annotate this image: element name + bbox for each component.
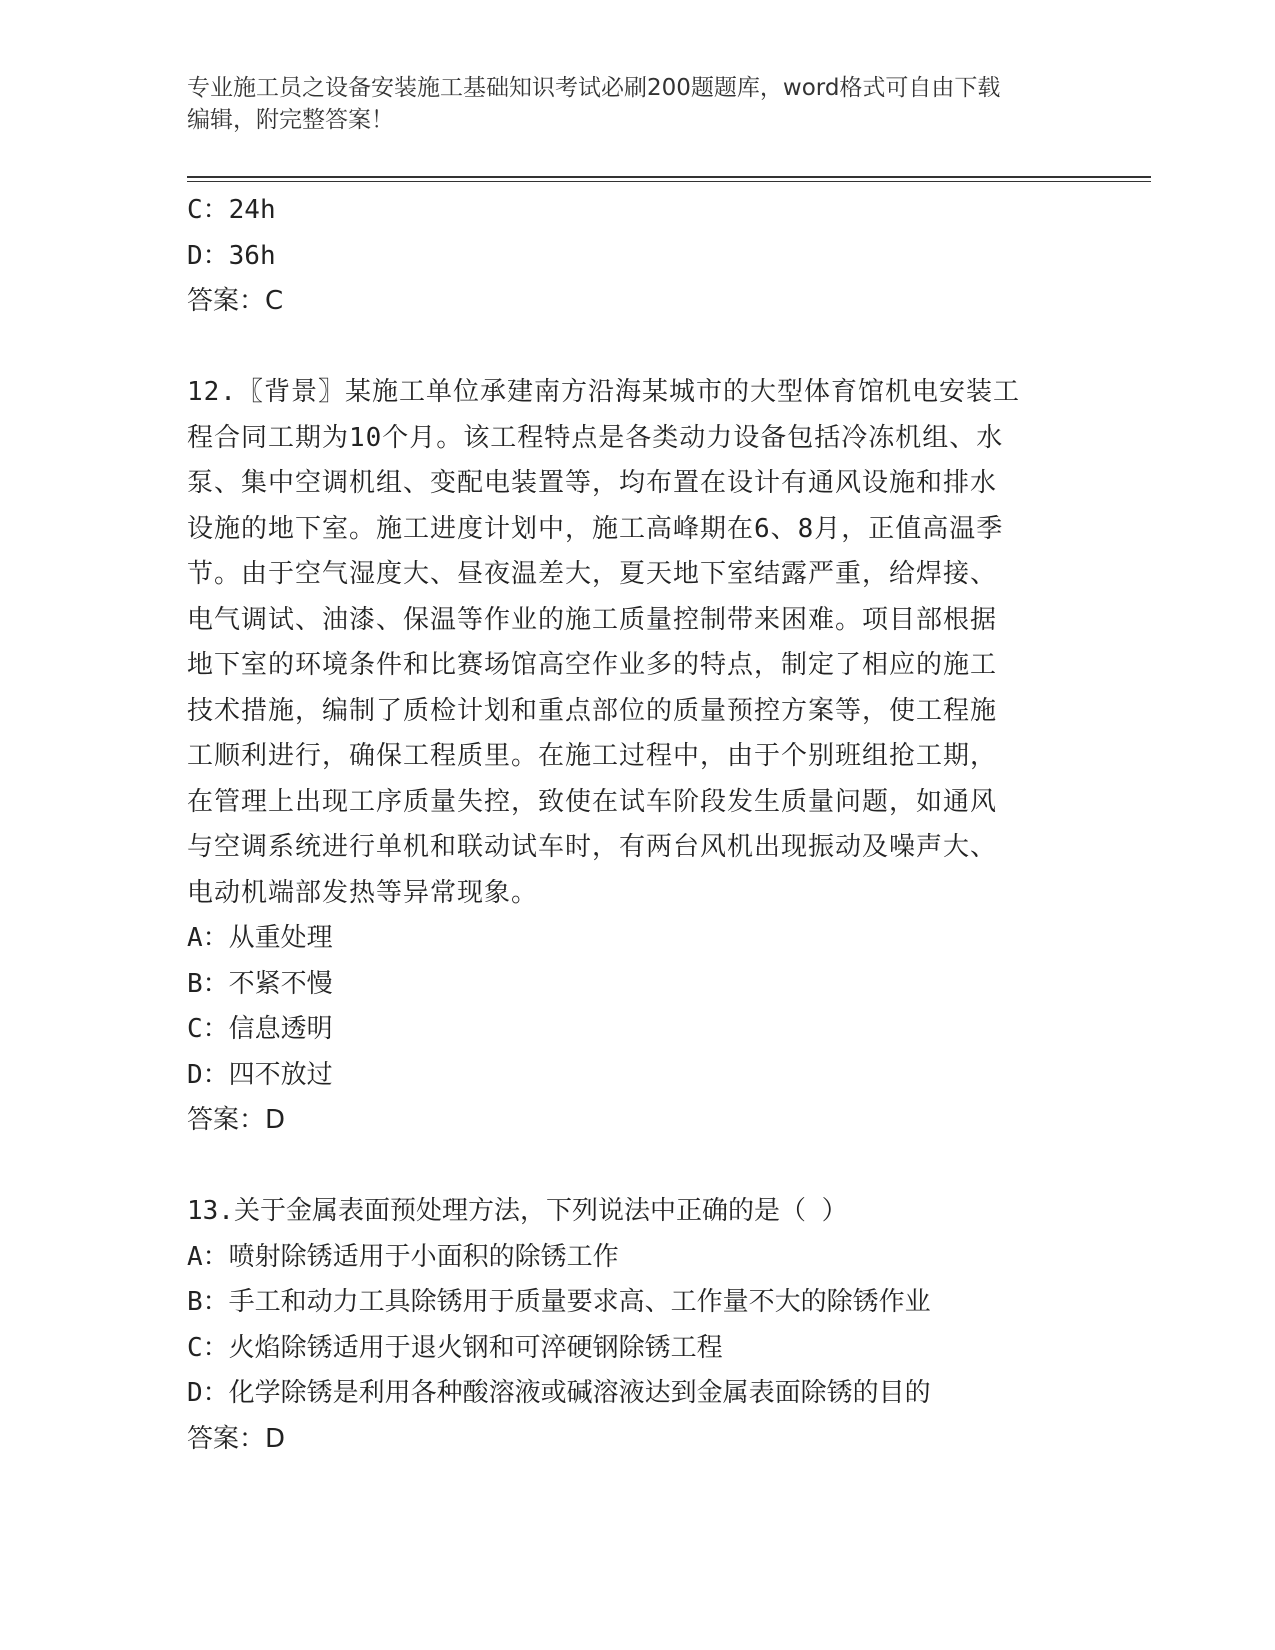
document-body: [187, 188, 1087, 1462]
question-12: [187, 370, 1087, 1144]
page-header: [187, 72, 1087, 136]
question-text-line: 节。由于空气湿度大、昼夜温差大，夏天地下室结露严重，给焊接、: [187, 559, 998, 589]
answer: 答案：D: [187, 1423, 286, 1454]
question-text-line: 设施的地下室。施工进度计划中，施工高峰期在6、8月，正值高温季: [187, 513, 1004, 544]
question-text-line: 工顺利进行，确保工程质里。在施工过程中，由于个别班组抢工期，: [187, 741, 998, 771]
question-text-line: 与空调系统进行单机和联动试车时，有两台风机出现振动及噪声大、: [187, 832, 998, 862]
spacer: [187, 1144, 1087, 1190]
question-text-line: 12.〖背景〗某施工单位承建南方沿海某城市的大型体育馆机电安装工: [187, 377, 1020, 407]
option-d: D：四不放过: [187, 1059, 333, 1090]
spacer: [187, 325, 1087, 371]
question-text-line: 电动机端部发热等异常现象。: [187, 877, 539, 908]
option-b: B：手工和动力工具除锈用于质量要求高、工作量不大的除锈作业: [187, 1287, 931, 1317]
option-c: C：24h: [187, 195, 276, 225]
option-b: B：不紧不慢: [187, 968, 333, 999]
question-text-line: 技术措施，编制了质检计划和重点部位的质量预控方案等，使工程施: [187, 695, 998, 726]
option-c: C：信息透明: [187, 1014, 333, 1044]
question-text-line: 在管理上出现工序质量失控，致使在试车阶段发生质量问题，如通风: [187, 786, 998, 817]
question-text-line: 电气调试、油漆、保温等作业的施工质量控制带来困难。项目部根据: [187, 604, 998, 635]
header-divider-thin: [187, 181, 1151, 182]
option-d: D：36h: [187, 240, 276, 271]
question-text-line: 地下室的环境条件和比赛场馆高空作业多的特点，制定了相应的施工: [187, 650, 998, 680]
question-text-line: 泵、集中空调机组、变配电装置等，均布置在设计有通风设施和排水: [187, 468, 998, 498]
question-11-tail: [187, 188, 1087, 325]
question-13: [187, 1189, 1087, 1462]
header-divider-thick: [187, 176, 1151, 178]
question-text-line: 程合同工期为10个月。该工程特点是各类动力设备包括冷冻机组、水: [187, 422, 1004, 453]
option-d: D：化学除锈是利用各种酸溶液或碱溶液达到金属表面除锈的目的: [187, 1378, 931, 1408]
option-a: A：从重处理: [187, 923, 333, 953]
header-title-line-2: 编辑，附完整答案！: [187, 107, 394, 133]
question-stem: 13.关于金属表面预处理方法，下列说法中正确的是（ ）: [187, 1196, 848, 1226]
answer: 答案：C: [187, 286, 284, 316]
answer: 答案：D: [187, 1105, 286, 1135]
option-c: C：火焰除锈适用于退火钢和可淬硬钢除锈工程: [187, 1332, 723, 1363]
header-title-line-1: 专业施工员之设备安装施工基础知识考试必刷200题题库，word格式可自由下载: [187, 75, 1001, 101]
option-a: A：喷射除锈适用于小面积的除锈工作: [187, 1241, 619, 1272]
